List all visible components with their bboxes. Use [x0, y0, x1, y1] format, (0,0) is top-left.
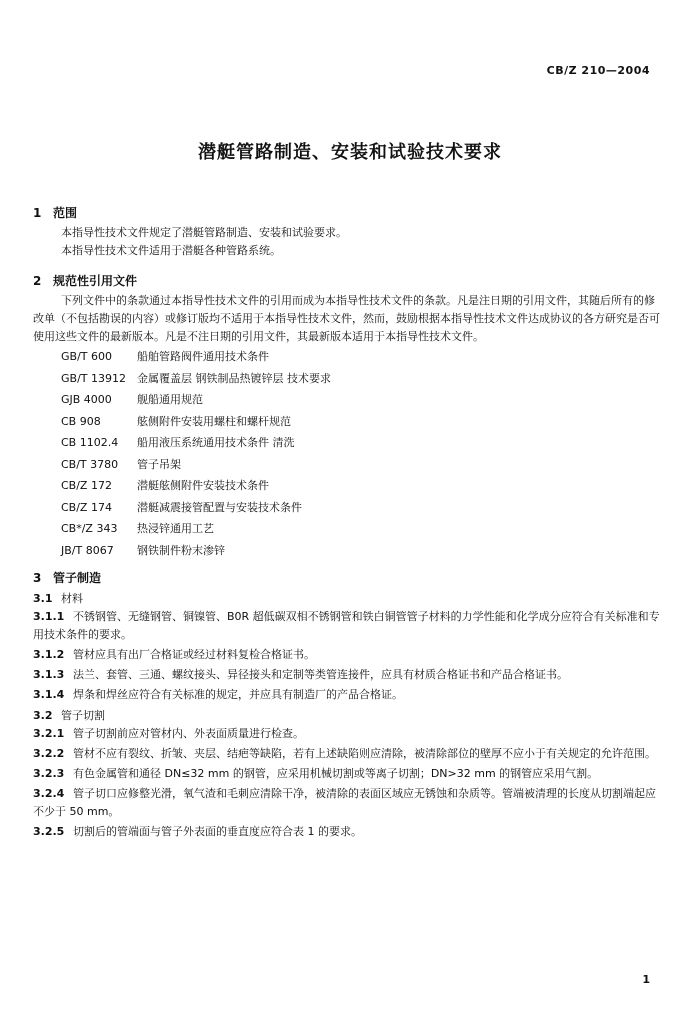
reference-code: CB*/Z 343	[61, 522, 118, 535]
clause-3-2-2	[33, 745, 660, 763]
clause-text: 管子切割前应对管材内、外表面质量进行检查。	[73, 727, 304, 740]
section-3-heading	[33, 567, 660, 589]
reference-title: 钢铁制件粉末渗锌	[137, 543, 225, 557]
reference-code: CB/T 3780	[61, 457, 119, 471]
clause-number: 3.2.2	[33, 747, 65, 760]
document-body	[33, 196, 660, 843]
clause-text: 管材不应有裂纹、折皱、夹层、结疤等缺陷，若有上述缺陷则应清除，被清除部位的壁厚不应小于有关规定的允许范围。	[73, 747, 656, 760]
section-number: 1	[33, 206, 42, 220]
clause-3-1-3	[33, 666, 660, 684]
reference-title: 热浸锌通用工艺	[137, 522, 214, 535]
reference-title: 舷侧附件安装用螺柱和螺杆规范	[137, 414, 291, 428]
reference-item	[33, 454, 660, 476]
reference-title: 管子吊架	[137, 457, 181, 471]
section-title: 管子制造	[53, 571, 102, 585]
clause-3-1-2	[33, 646, 660, 664]
section-title: 范围	[53, 206, 78, 220]
reference-code: GJB 4000	[61, 393, 112, 406]
section-number: 2	[33, 274, 42, 288]
page-title: 潜艇管路制造、安装和试验技术要求	[198, 142, 502, 163]
reference-item	[33, 432, 660, 454]
clause-text: 管子切口应修整光滑，氧气渣和毛刺应清除干净，被清除的表面区域应无锈蚀和杂质等。管端被清理的长度从切割端起应不少于 50 mm。	[33, 787, 656, 818]
normative-references-paragraph: 下列文件中的条款通过本指导性技术文件的引用而成为本指导性技术文件的条款。凡是注日期的引用文件，其随后所有的修改单（不包括勘误的内容）或修订版均不适用于本指导性技术文件，然而，鼓励根据本指导性技术文件达成协议的各方研究是否可使用这些文件的最新版本。凡是不注日期的引用文件，其最新版本适用于本指导性技术文件。	[33, 294, 660, 343]
reference-item	[33, 497, 660, 519]
subsection-3-1-heading	[33, 589, 660, 608]
subsection-number: 3.1	[33, 592, 53, 605]
clause-text: 不锈钢管、无缝钢管、铜镍管、B0R 超低碳双相不锈钢管和铁白铜管管子材料的力学性能和化学成分应符合有关标准和专用技术条件的要求。	[33, 610, 660, 641]
reference-item	[33, 475, 660, 497]
reference-item	[33, 518, 660, 540]
reference-title: 潜艇舷侧附件安装技术条件	[137, 479, 269, 492]
reference-code: CB/Z 172	[61, 479, 112, 492]
clause-text: 有色金属管和通径 DN≤32 mm 的钢管，应采用机械切割或等离子切割；DN>32 mm 的钢管应采用气割。	[73, 767, 599, 780]
subsection-title: 管子切割	[61, 709, 105, 722]
clause-3-1-1	[33, 608, 660, 644]
section-title: 规范性引用文件	[53, 274, 138, 288]
reference-item	[33, 368, 660, 390]
clause-text: 切割后的管端面与管子外表面的垂直度应符合表 1 的要求。	[73, 825, 362, 838]
clause-number: 3.2.3	[33, 767, 65, 780]
section-number: 3	[33, 571, 42, 585]
clause-3-2-1	[33, 725, 660, 743]
reference-code: CB 1102.4	[61, 436, 119, 449]
clause-number: 3.2.1	[33, 727, 65, 740]
clause-3-2-5	[33, 823, 660, 841]
reference-title: 金属覆盖层 钢铁制品热镀锌层 技术要求	[137, 371, 331, 385]
subsection-number: 3.2	[33, 709, 53, 722]
clause-number: 3.1.3	[33, 668, 65, 681]
clause-text: 管材应具有出厂合格证或经过材料复检合格证书。	[73, 648, 315, 661]
clause-3-1-4	[33, 686, 660, 704]
reference-item	[33, 411, 660, 433]
clause-3-2-4	[33, 785, 660, 821]
reference-title: 船用液压系统通用技术条件 清洗	[137, 436, 295, 449]
subsection-3-2-heading	[33, 706, 660, 725]
section-1-heading	[33, 202, 660, 224]
reference-title: 潜艇减震接管配置与安装技术条件	[137, 500, 302, 514]
clause-text: 法兰、套管、三通、螺纹接头、异径接头和定制等类管连接件，应具有材质合格证书和产品合格证书。	[73, 668, 568, 681]
reference-item	[33, 540, 660, 562]
reference-code: CB/Z 174	[61, 500, 112, 514]
reference-title: 船舶管路阀件通用技术条件	[137, 350, 269, 363]
reference-item	[33, 389, 660, 411]
document-code: CB/Z 210—2004	[546, 64, 650, 77]
reference-code: GB/T 600	[61, 350, 112, 363]
subsection-title: 材料	[61, 592, 83, 605]
clause-3-2-3	[33, 765, 660, 783]
reference-title: 舰船通用规范	[137, 393, 203, 406]
section-2-heading	[33, 270, 660, 292]
scope-line: 本指导性技术文件适用于潜艇各种管路系统。	[61, 244, 281, 257]
scope-line: 本指导性技术文件规定了潜艇管路制造、安装和试验要求。	[61, 226, 347, 239]
clause-number: 3.2.5	[33, 825, 65, 838]
clause-number: 3.1.4	[33, 688, 65, 701]
reference-item	[33, 346, 660, 368]
clause-text: 焊条和焊丝应符合有关标准的规定，并应具有制造厂的产品合格证。	[73, 688, 403, 701]
clause-number: 3.1.2	[33, 648, 65, 661]
clause-number: 3.1.1	[33, 610, 65, 623]
clause-number: 3.2.4	[33, 787, 65, 800]
reference-code: CB 908	[61, 414, 101, 428]
page-number: 1	[642, 973, 650, 986]
reference-code: GB/T 13912	[61, 371, 126, 385]
reference-code: JB/T 8067	[61, 543, 114, 557]
